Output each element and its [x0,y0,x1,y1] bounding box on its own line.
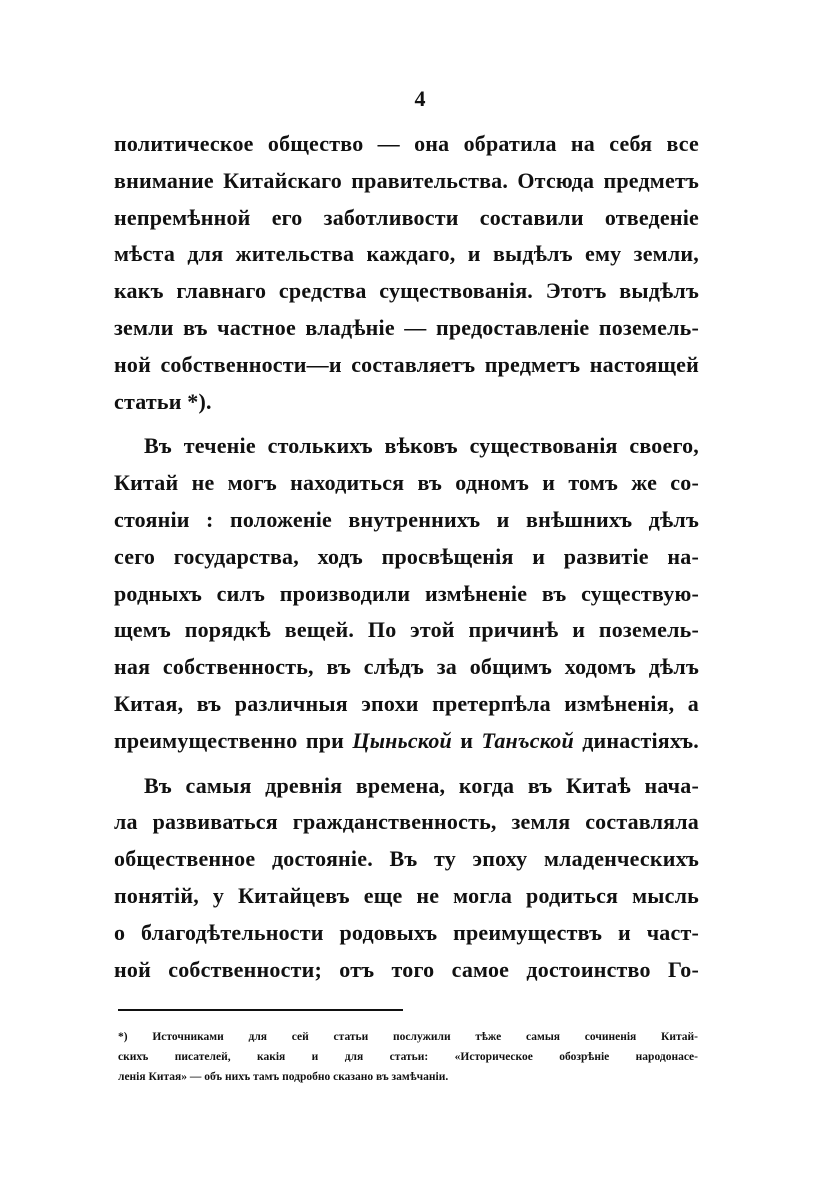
text-segment: династіяхъ. [573,727,699,753]
text-line: стояніи : положеніе внутреннихъ и внѣшнихъ дѣлъ [114,506,699,532]
text-line: Китай не могъ находиться въ одномъ и томъ же со- [114,470,699,496]
paragraph-gap [114,420,699,428]
text-line: ная собственность, въ слѣдъ за общимъ ходомъ дѣлъ [114,654,699,680]
page-number: 4 [414,86,426,111]
italic-term: Танъской [481,727,574,753]
footnote-line: скихъ писателей, какія и для статьи: «Историческое обозрѣніе народонасе- [118,1051,698,1063]
body-text [114,126,699,988]
text-segment: преимущественно при [114,727,353,753]
text-line: ной собственности—и составляетъ предметъ настоящей [114,351,699,377]
text-line: мѣста для жительства каждаго, и выдѣлъ ему земли, [114,241,699,267]
text-line: о благодѣтельности родовыхъ преимуществъ и част- [114,919,699,945]
text-segment: и [451,727,482,753]
footnote-divider [118,1009,403,1011]
text-line: ла развиваться гражданственность, земля составляла [114,809,699,835]
paragraph-gap [114,760,699,768]
footnote-line: ленія Китая» — объ нихъ тамъ подробно сказано въ замѣчаніи. [118,1071,449,1083]
paragraph-3 [114,768,699,989]
text-line: сего государства, ходъ просвѣщенія и развитіе на- [114,543,699,569]
text-line: Въ теченіе столькихъ вѣковъ существованія своего, [144,433,699,459]
footnote [118,1027,698,1087]
text-line: щемъ порядкѣ вещей. По этой причинѣ и поземель- [114,617,699,643]
text-line: непремѣнной его заботливости составили отведеніе [114,204,699,230]
text-line: Въ самыя древнія времена, когда въ Китаѣ нача- [144,772,699,798]
text-line: внимание Китайскаго правительства. Отсюда предметъ [114,167,699,193]
text-line: какъ главнаго средства существованія. Этотъ выдѣлъ [114,278,699,304]
text-line: понятій, у Китайцевъ еще не могла родиться мысль [114,882,699,908]
text-line: земли въ частное владѣніе — предоставленіе поземель- [114,314,699,340]
text-line: общественное достояніе. Въ ту эпоху младенческихъ [114,846,699,872]
text-line: политическое общество — она обратила на себя все [114,131,699,156]
italic-term: Цыньской [352,727,452,753]
text-line [114,723,699,760]
text-line: статьи *). [114,388,212,414]
footnote-line: *) Источниками для сей статьи послужили тѣже самыя сочиненія Китай- [118,1031,698,1043]
paragraph-2 [114,428,699,759]
text-line: ной собственности; отъ того самое достоинство Го- [114,956,699,982]
text-line: родныхъ силъ производили измѣненіе въ существую- [114,580,699,606]
text-line: Китая, въ различныя эпохи претерпѣла измѣненія, а [114,690,699,716]
paragraph-1 [114,126,699,420]
